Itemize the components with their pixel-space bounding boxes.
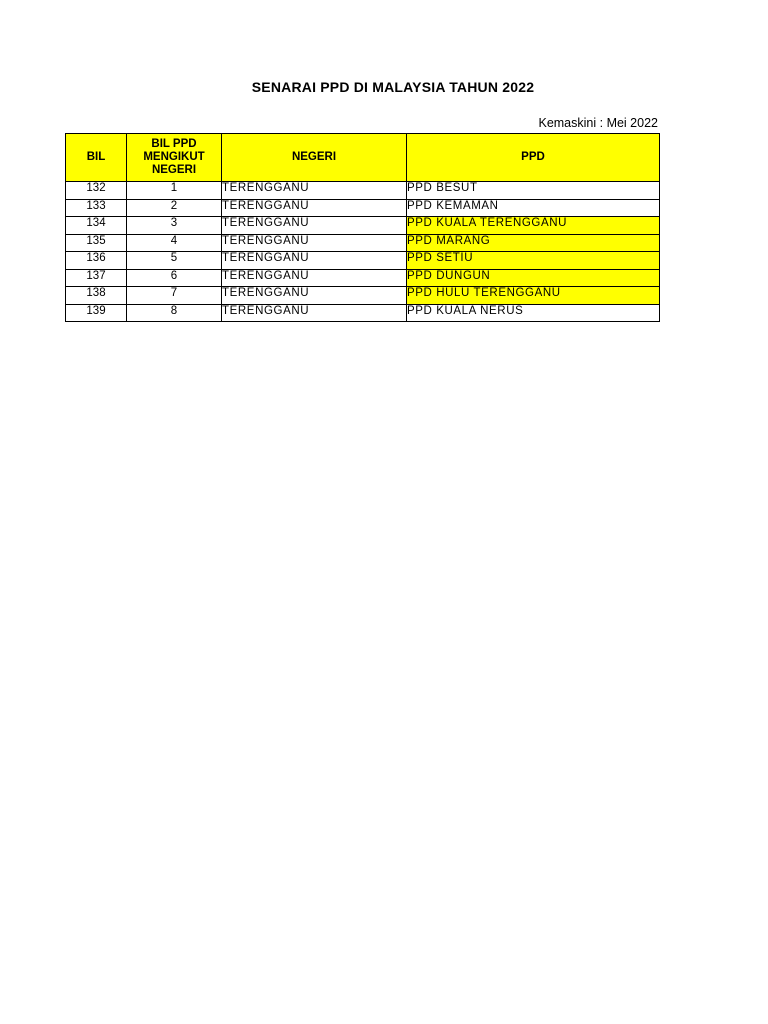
header-bil-ppd-line1: BIL PPD (151, 138, 197, 150)
cell-bil-ppd: 6 (127, 269, 222, 287)
updated-date: Kemaskini : Mei 2022 (538, 116, 658, 130)
table-row (66, 217, 660, 235)
ppd-table (65, 133, 660, 322)
cell-negeri: TERENGGANU (222, 182, 407, 200)
cell-ppd: PPD SETIU (407, 252, 660, 270)
cell-bil-ppd: 8 (127, 304, 222, 322)
table-row (66, 234, 660, 252)
cell-negeri: TERENGGANU (222, 287, 407, 305)
cell-bil: 138 (66, 287, 127, 305)
page-title: SENARAI PPD DI MALAYSIA TAHUN 2022 (251, 79, 535, 95)
table-row (66, 182, 660, 200)
cell-bil: 132 (66, 182, 127, 200)
cell-bil: 133 (66, 199, 127, 217)
header-bil-ppd-line3: NEGERI (151, 164, 197, 176)
cell-bil-ppd: 4 (127, 234, 222, 252)
cell-ppd: PPD KUALA NERUS (407, 304, 660, 322)
cell-negeri: TERENGGANU (222, 304, 407, 322)
cell-negeri: TERENGGANU (222, 234, 407, 252)
cell-negeri: TERENGGANU (222, 199, 407, 217)
cell-negeri: TERENGGANU (222, 217, 407, 235)
cell-ppd: PPD DUNGUN (407, 269, 660, 287)
cell-bil-ppd: 1 (127, 182, 222, 200)
table-row (66, 199, 660, 217)
table-header-row (66, 134, 660, 182)
cell-ppd: PPD KEMAMAN (407, 199, 660, 217)
cell-negeri: TERENGGANU (222, 252, 407, 270)
table-row (66, 304, 660, 322)
cell-ppd: PPD MARANG (407, 234, 660, 252)
table-row (66, 269, 660, 287)
cell-bil-ppd: 3 (127, 217, 222, 235)
cell-bil: 134 (66, 217, 127, 235)
header-ppd: PPD (407, 134, 660, 182)
cell-bil: 135 (66, 234, 127, 252)
cell-ppd: PPD HULU TERENGGANU (407, 287, 660, 305)
cell-ppd: PPD BESUT (407, 182, 660, 200)
cell-ppd: PPD KUALA TERENGGANU (407, 217, 660, 235)
header-bil-ppd-line2: MENGIKUT (143, 151, 205, 163)
cell-bil-ppd: 2 (127, 199, 222, 217)
cell-bil-ppd: 7 (127, 287, 222, 305)
cell-bil-ppd: 5 (127, 252, 222, 270)
header-bil-ppd (127, 134, 222, 182)
cell-bil: 136 (66, 252, 127, 270)
header-negeri: NEGERI (222, 134, 407, 182)
cell-bil: 137 (66, 269, 127, 287)
header-bil: BIL (66, 134, 127, 182)
cell-bil: 139 (66, 304, 127, 322)
table-row (66, 287, 660, 305)
table-row (66, 252, 660, 270)
cell-negeri: TERENGGANU (222, 269, 407, 287)
